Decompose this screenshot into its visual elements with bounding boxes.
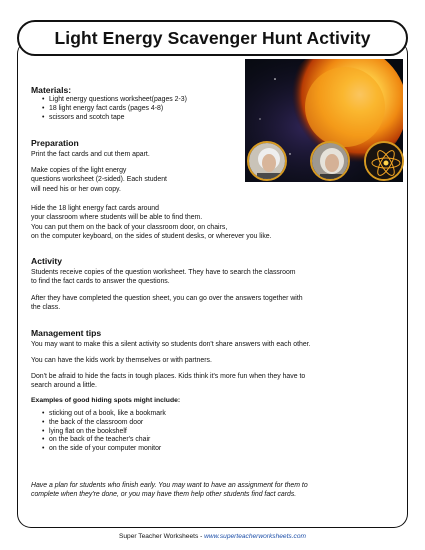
examples-list [42, 410, 166, 454]
text-line: to find the fact cards to answer the questions. [31, 278, 170, 286]
management-heading: Management tips [31, 328, 102, 338]
text-line: on the computer keyboard, on the sides of student desks, or wherever you like. [31, 232, 272, 240]
activity-heading: Activity [31, 256, 63, 266]
text-line: complete when they're done, or you may have them help other students find fact cards. [31, 491, 297, 499]
text-line: After they have completed the question sheet, you can go over the answers together with [31, 295, 303, 302]
closing-note [31, 481, 401, 500]
footer-link[interactable]: www.superteacherworksheets.com [204, 533, 307, 540]
examples-heading: Examples of good hiding spots might include: [31, 397, 181, 404]
text-line: questions worksheet (2-sided). Each student [31, 176, 167, 184]
page-title: Light Energy Scavenger Hunt Activity [17, 20, 408, 56]
preparation-p1: Print the fact cards and cut them apart. [31, 151, 150, 158]
list-item: • on the side of your computer monitor [42, 445, 166, 454]
text-line: search around a little. [31, 382, 97, 390]
list-item: • the back of the classroom door [42, 419, 166, 428]
management-p3 [31, 372, 401, 391]
activity-p1 [31, 268, 401, 287]
list-item: • Light energy questions worksheet(pages 2-3) [42, 96, 187, 105]
text-line: You can put them on the back of your classroom door, on chairs, [31, 223, 228, 231]
materials-heading: Materials: [31, 85, 72, 95]
management-p1: You may want to make this a silent activity so students don't share answers with each other. [31, 341, 311, 348]
footer [0, 533, 425, 540]
text-line: Don't be afraid to hide the facts in tough places. Kids think it's more fun when they have to [31, 373, 306, 380]
list-item: • 18 light energy fact cards (pages 4-8) [42, 105, 187, 114]
text-line: will need his or her own copy. [31, 185, 121, 193]
preparation-heading: Preparation [31, 138, 79, 148]
text-line: Students receive copies of the question worksheet. They have to search the classroom [31, 269, 296, 276]
text-line: Make copies of the light energy [31, 167, 127, 174]
management-p2: You can have the kids work by themselves or with partners. [31, 357, 212, 364]
text-line: Hide the 18 light energy fact cards around [31, 205, 159, 212]
text-line: your classroom where students will be able to find them. [31, 214, 203, 222]
list-item: • sticking out of a book, like a bookmark [42, 410, 166, 419]
preparation-p2 [31, 166, 401, 194]
list-item: • on the back of the teacher's chair [42, 436, 166, 445]
preparation-p3 [31, 204, 401, 241]
activity-p2 [31, 294, 401, 313]
text-line: the class. [31, 304, 61, 312]
footer-brand: Super Teacher Worksheets - [118, 533, 205, 540]
text-line: Have a plan for students who finish early. You may want to have an assignment for them to [31, 482, 308, 489]
materials-list [42, 96, 187, 122]
list-item: • scissors and scotch tape [42, 114, 187, 123]
list-item: • lying flat on the bookshelf [42, 428, 166, 437]
